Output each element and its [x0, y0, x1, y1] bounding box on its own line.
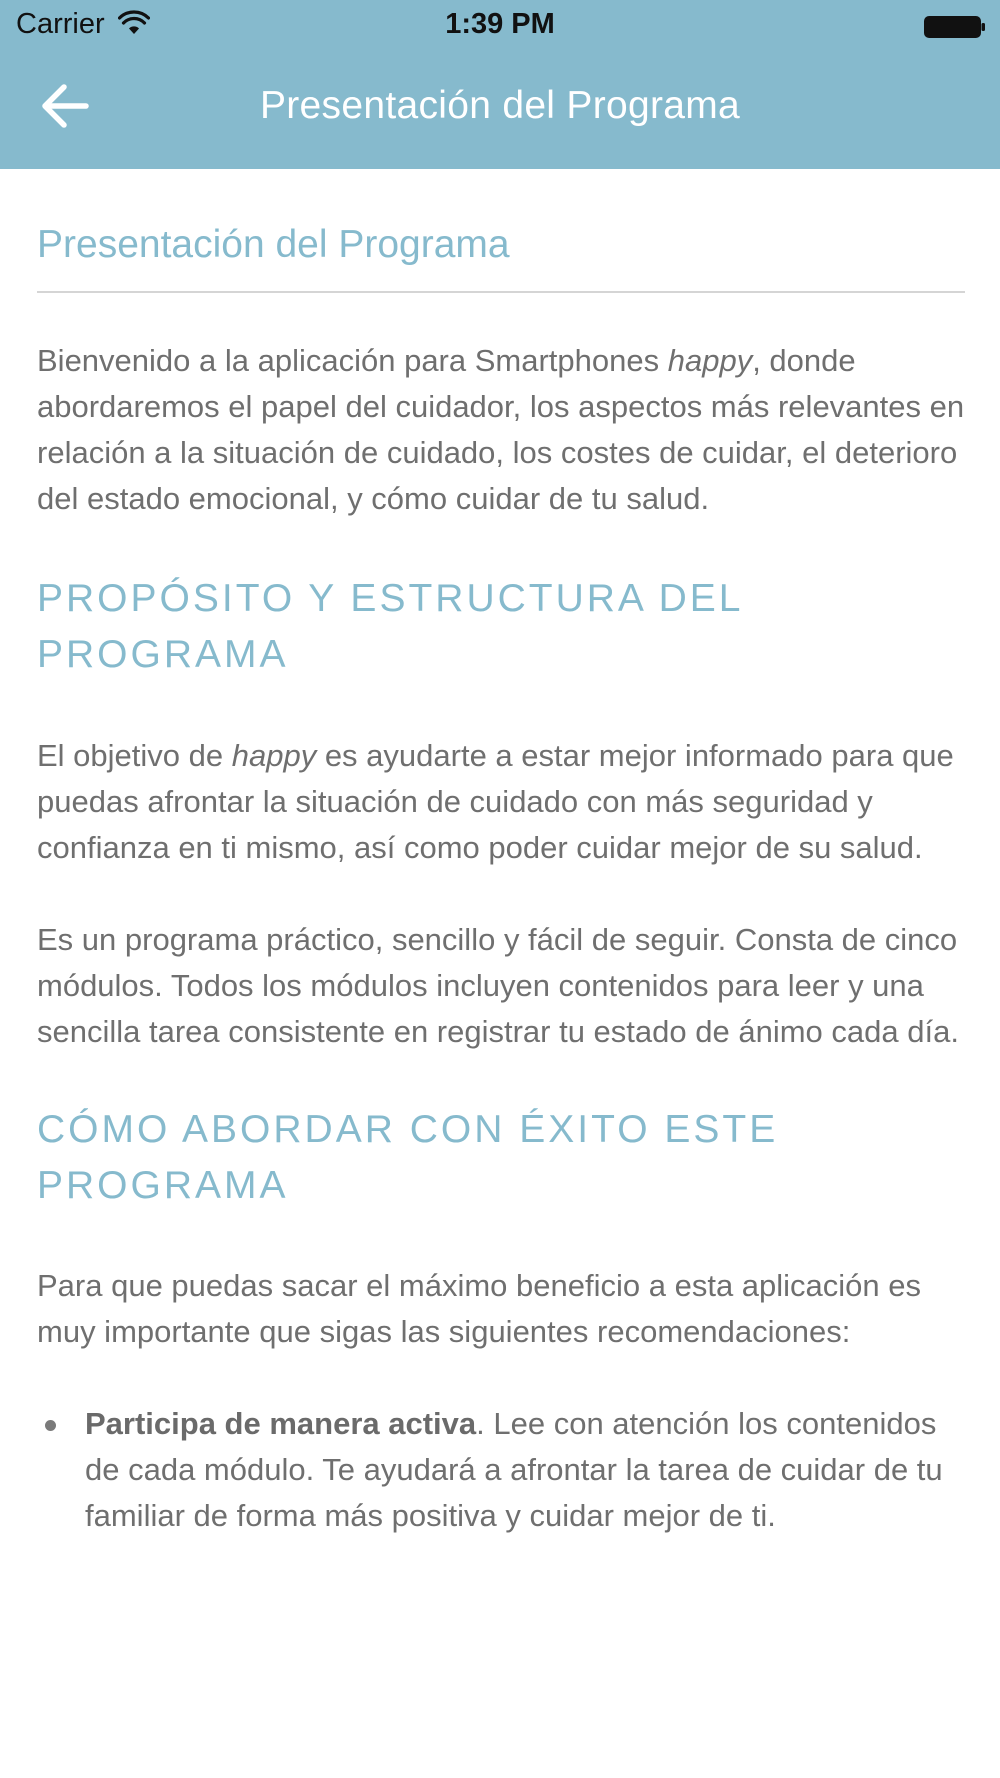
status-bar: [0, 0, 1000, 50]
recommendations-paragraph: Para que puedas sacar el máximo beneficio a esta aplicación es muy importante que sigas las siguientes recomendaciones:: [37, 1268, 922, 1349]
carrier-label: Carrier: [16, 8, 105, 40]
objective-paragraph: El objetivo de happy es ayudarte a estar mejor informado para que puedas afrontar la situación de cuidado con más seguridad y confianza en ti mismo, así como poder cuidar mejor de su salud.: [37, 738, 954, 865]
bullet-icon: [45, 1420, 56, 1431]
list-item: Participa de manera activa. Lee con atención los contenidos de cada módulo. Te ayudará a afrontar la tarea de cuidar de tu familiar de forma más positiva y cuidar mejor de ti.: [37, 1401, 965, 1539]
intro-paragraph: Bienvenido a la aplicación para Smartphones happy, donde abordaremos el papel del cuidador, los aspectos más relevantes en relación a la situación de cuidado, los costes de cuidar, el deterioro del estado emocional, y cómo cuidar de tu salud.: [37, 343, 965, 516]
status-time: 1:39 PM: [445, 8, 555, 40]
recommendations-list: [37, 1401, 965, 1539]
content-area[interactable]: [37, 169, 965, 1539]
nav-title: Presentación del Programa: [259, 84, 741, 127]
navigation-bar: [0, 50, 1000, 169]
structure-paragraph: Es un programa práctico, sencillo y fácil de seguir. Consta de cinco módulos. Todos los módulos incluyen contenidos para leer y una sencilla tarea consistente en registrar tu estado de ánimo cada día.: [37, 922, 959, 1049]
page-title: Presentación del Programa: [37, 223, 510, 266]
section-heading-purpose: PROPÓSITO Y ESTRUCTURA DEL PROGRAMA: [37, 577, 744, 676]
heading-divider: [37, 291, 965, 293]
section-heading-success: CÓMO ABORDAR CON ÉXITO ESTE PROGRAMA: [37, 1108, 779, 1207]
battery-full-icon: [924, 13, 986, 35]
